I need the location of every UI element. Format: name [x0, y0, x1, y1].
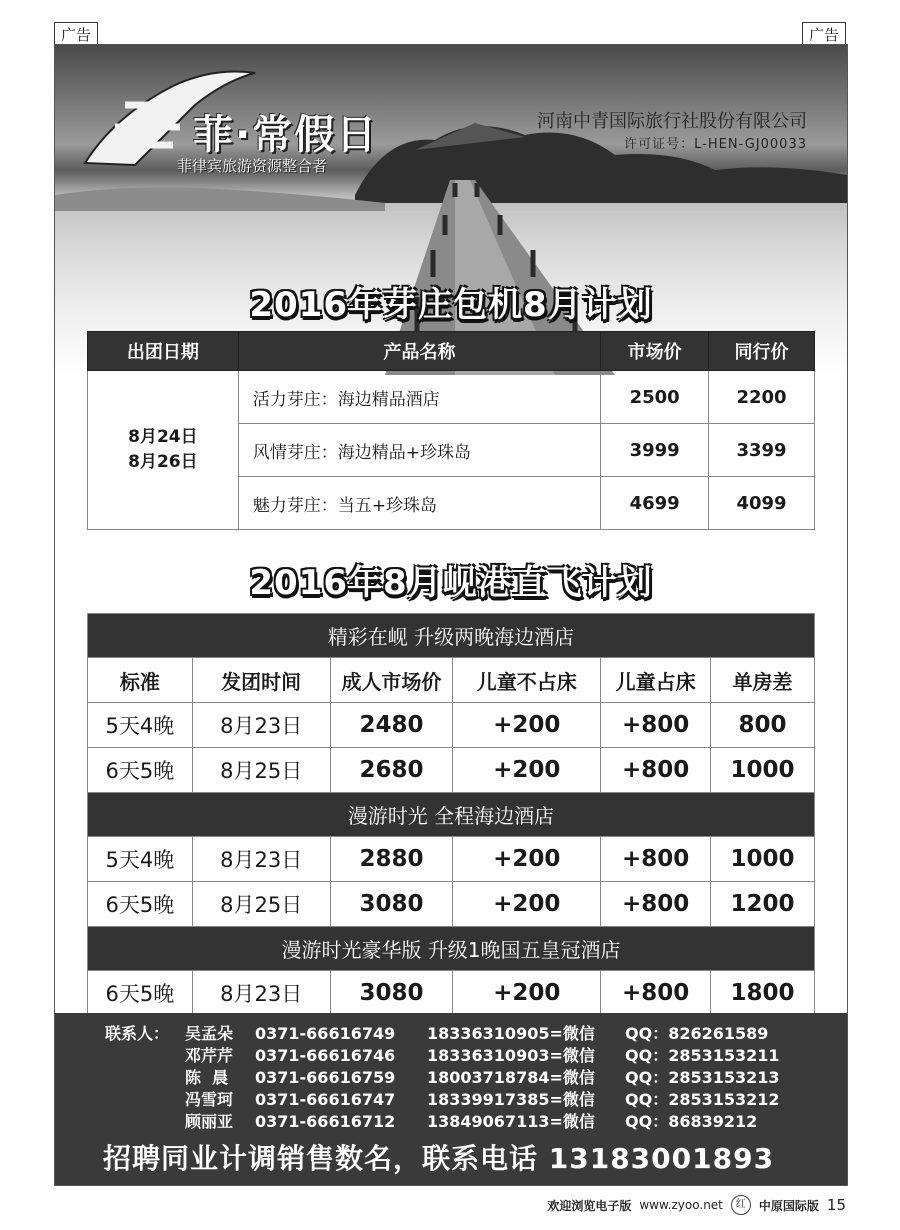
table-header-row	[88, 658, 815, 703]
departure-time: 8月23日	[192, 703, 330, 748]
contact-panel	[55, 1013, 847, 1185]
table-row	[88, 703, 815, 748]
danang-price-table	[87, 613, 815, 1016]
brand-slogan: 菲律宾旅游资源整合者	[177, 157, 328, 175]
child-with-bed-price: +800	[601, 748, 711, 793]
nhatrang-plan-title: 2016年芽庄包机8月计划	[249, 285, 653, 325]
header-departure-time: 发团时间	[192, 658, 330, 703]
header-market-price: 市场价	[601, 332, 709, 371]
tour-length: 6天5晚	[88, 971, 193, 1016]
package-group-title: 漫游时光 全程海边酒店	[88, 793, 815, 837]
footer-badge-icon: 红	[731, 1195, 751, 1215]
contact-qq: QQ：2853153213	[625, 1068, 780, 1087]
single-supplement: 800	[711, 703, 815, 748]
header-peer-price: 同行价	[709, 332, 815, 371]
child-with-bed-price: +800	[601, 837, 711, 882]
adult-price: 2880	[330, 837, 453, 882]
departure-time: 8月25日	[192, 882, 330, 927]
contact-name: 陈 晨	[185, 1068, 229, 1087]
product-name: 活力芽庄：海边精品酒店	[238, 371, 600, 424]
table-row	[88, 748, 815, 793]
advertisement-frame	[54, 44, 848, 1186]
contact-phone: 0371-66616759	[255, 1068, 396, 1087]
product-name: 风情芽庄：海边精品+珍珠岛	[238, 424, 600, 477]
header-departure-date: 出团日期	[88, 332, 239, 371]
market-price: 2500	[601, 371, 709, 424]
adult-price: 2480	[330, 703, 453, 748]
header-adult-price: 成人市场价	[330, 658, 453, 703]
contact-row	[105, 1065, 780, 1087]
contact-row	[105, 1043, 780, 1065]
package-group-title: 漫游时光豪华版 升级1晚国五皇冠酒店	[88, 927, 815, 971]
departure-dates-cell	[88, 371, 239, 530]
nhatrang-price-table	[87, 331, 815, 530]
product-name: 魅力芽庄：当五+珍珠岛	[238, 477, 600, 530]
peer-price: 4099	[709, 477, 815, 530]
market-price: 4699	[601, 477, 709, 530]
tour-length: 6天5晚	[88, 748, 193, 793]
page-footer	[547, 1192, 846, 1218]
header-single-supplement: 单房差	[711, 658, 815, 703]
contact-name: 顾丽亚	[185, 1112, 234, 1131]
ad-label-left: 广告	[54, 22, 98, 48]
contact-phone: 0371-66616747	[255, 1090, 396, 1109]
company-name: 河南中青国际旅行社股份有限公司	[537, 111, 807, 132]
child-with-bed-price: +800	[601, 971, 711, 1016]
tour-length: 5天4晚	[88, 837, 193, 882]
departure-date: 8月24日	[128, 427, 198, 447]
child-with-bed-price: +800	[601, 703, 711, 748]
header-child-with-bed: 儿童占床	[601, 658, 711, 703]
contact-name: 吴孟朵	[185, 1024, 234, 1043]
recruitment-notice: 招聘同业计调销售数名，联系电话 13183001893	[103, 1142, 775, 1175]
contact-qq: QQ：86839212	[625, 1112, 758, 1131]
table-row	[88, 882, 815, 927]
contact-mobile-wechat: 18003718784=微信	[427, 1068, 595, 1087]
header-child-no-bed: 儿童不占床	[453, 658, 601, 703]
header-standard: 标准	[88, 658, 193, 703]
contact-mobile-wechat: 13849067113=微信	[427, 1112, 595, 1131]
table-row	[88, 971, 815, 1016]
danang-plan-title: 2016年8月岘港直飞计划	[249, 563, 653, 603]
child-no-bed-price: +200	[453, 882, 601, 927]
footer-browse-text: 欢迎浏览电子版	[547, 1198, 632, 1213]
child-no-bed-price: +200	[453, 837, 601, 882]
child-no-bed-price: +200	[453, 748, 601, 793]
footer-site: www.zyoo.net	[639, 1198, 723, 1212]
package-group-title-row	[88, 793, 815, 837]
contact-row	[105, 1109, 757, 1131]
single-supplement: 1200	[711, 882, 815, 927]
contact-qq: QQ：826261589	[625, 1024, 769, 1043]
ad-label-right: 广告	[802, 22, 846, 48]
contact-mobile-wechat: 18336310905=微信	[427, 1024, 595, 1043]
contact-mobile-wechat: 18336310903=微信	[427, 1046, 595, 1065]
contact-qq: QQ：2853153211	[625, 1046, 780, 1065]
market-price: 3999	[601, 424, 709, 477]
contact-name: 冯雪珂	[185, 1090, 234, 1109]
package-group-title: 精彩在岘 升级两晚海边酒店	[88, 614, 815, 658]
tour-length: 6天5晚	[88, 882, 193, 927]
hero-banner	[55, 45, 847, 375]
departure-date: 8月26日	[128, 452, 198, 472]
peer-price: 2200	[709, 371, 815, 424]
child-no-bed-price: +200	[453, 971, 601, 1016]
table-row	[88, 837, 815, 882]
page-number: 15	[826, 1196, 846, 1214]
departure-time: 8月25日	[192, 748, 330, 793]
departure-time: 8月23日	[192, 837, 330, 882]
license-number: 许可证号：L-HEN-GJ00033	[624, 137, 807, 152]
contact-mobile-wechat: 18339917385=微信	[427, 1090, 595, 1109]
brand-logo-text: 菲·常假日	[193, 112, 379, 158]
single-supplement: 1000	[711, 748, 815, 793]
contact-phone: 0371-66616746	[255, 1046, 396, 1065]
header-product-name: 产品名称	[238, 332, 600, 371]
adult-price: 2680	[330, 748, 453, 793]
package-group-title-row	[88, 927, 815, 971]
contact-name: 邓芹芹	[185, 1046, 234, 1065]
peer-price: 3399	[709, 424, 815, 477]
tour-length: 5天4晚	[88, 703, 193, 748]
package-group-title-row	[88, 614, 815, 658]
contact-label: 联系人：	[105, 1024, 170, 1043]
child-with-bed-price: +800	[601, 882, 711, 927]
contact-phone: 0371-66616749	[255, 1024, 396, 1043]
child-no-bed-price: +200	[453, 703, 601, 748]
contact-row	[105, 1021, 768, 1043]
adult-price: 3080	[330, 882, 453, 927]
adult-price: 3080	[330, 971, 453, 1016]
contact-qq: QQ：2853153212	[625, 1090, 780, 1109]
single-supplement: 1800	[711, 971, 815, 1016]
contact-row	[105, 1087, 780, 1109]
table-header-row	[88, 332, 815, 371]
footer-edition: 中原国际版	[758, 1198, 819, 1213]
departure-time: 8月23日	[192, 971, 330, 1016]
single-supplement: 1000	[711, 837, 815, 882]
table-row	[88, 371, 815, 424]
contact-phone: 0371-66616712	[255, 1112, 396, 1131]
